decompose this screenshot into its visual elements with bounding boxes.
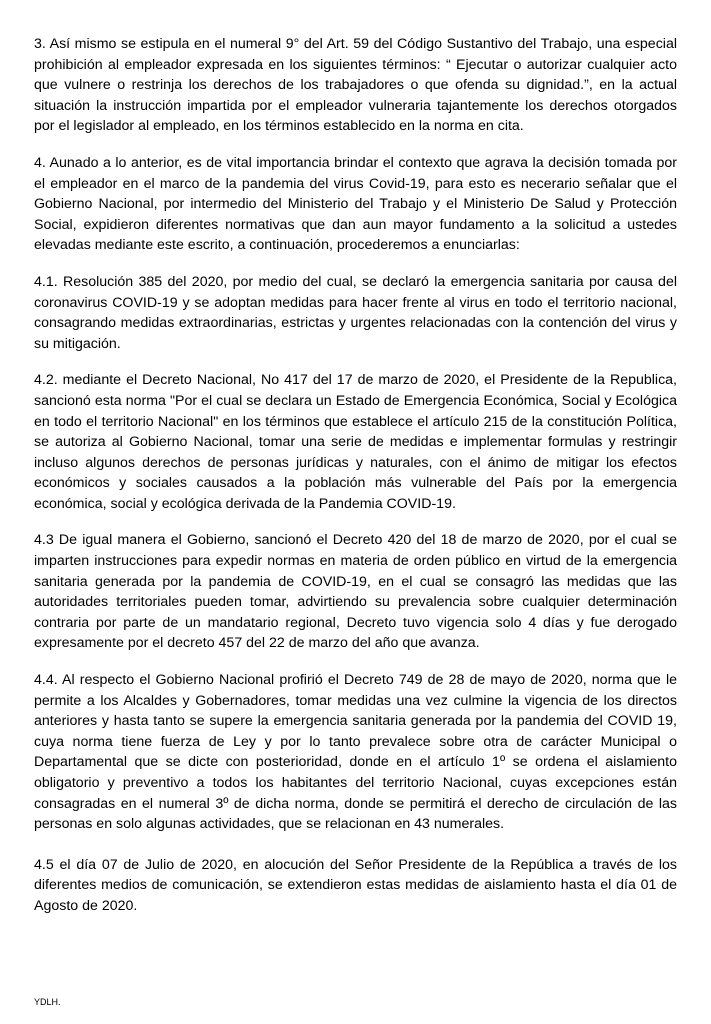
paragraph-4-2: 4.2. mediante el Decreto Nacional, No 417 del 17 de marzo de 2020, el Presidente de la Republica, sancionó esta norma "Por el cual se declara un Estado de Emergencia Económica, Social y Ecológica en todo el territorio Nacional" en los términos que establece el artículo 215 de la constitución Política, se autoriza al Gobierno Nacional, tomar una serie de medidas e implementar formulas y restringir incluso algunos derechos de personas jurídicas y naturales, con el ánimo de mitigar los efectos económicos y sociales causados a la población más vulnerable del País por la emergencia económica, social y ecológica derivada de la Pandemia COVID-19.: [34, 372, 677, 512]
paragraph-4-5: 4.5 el día 07 de Julio de 2020, en alocución del Señor Presidente de la República a través de los diferentes medios de comunicación, se extendieron estas medidas de aislamiento hasta el día 01 de Agosto de 2020.: [34, 856, 677, 914]
document-body: [34, 34, 677, 933]
footer-initials: YDLH.: [34, 997, 61, 1007]
paragraph-4-3: 4.3 De igual manera el Gobierno, sancionó el Decreto 420 del 18 de marzo de 2020, por el cual se imparten instrucciones para expedir normas en materia de orden público en virtud de la emergencia sanitaria generada por la pandemia de COVID-19, en el cual se consagró las medidas que las autoridades territoriales pueden tomar, advirtiendo su prevalencia sobre cualquier determinación contraria por parte de un mandatario regional, Decreto tuvo vigencia solo 4 días y fue derogado expresamente por el decreto 457 del 22 de marzo del año que avanza.: [34, 532, 677, 652]
paragraph-3: 3. Así mismo se estipula en el numeral 9° del Art. 59 del Código Sustantivo del Trabajo, una especial prohibición al empleador expresada en los siguientes términos: “ Ejecutar o autorizar cualquier acto que vulnere o restrinja los derechos de los trabajadores o que ofenda su dignidad.”, en la actual situación la instrucción impartida por el empleador vulneraria tajantemente los derechos otorgados por el legislador al empleado, en los términos establecido en la norma en cita.: [34, 36, 677, 135]
paragraph-4-4: 4.4. Al respecto el Gobierno Nacional profirió el Decreto 749 de 28 de mayo de 2020, norma que le permite a los Alcaldes y Gobernadores, tomar medidas una vez culmine la vigencia de los directos anteriores y hasta tanto se supere la emergencia sanitaria generada por la pandemia del COVID 19, cuya norma tiene fuerza de Ley y por lo tanto prevalece sobre otra de carácter Municipal o Departamental que se dicte con posterioridad, donde en el artículo 1º se ordena el aislamiento obligatorio y preventivo a todos los habitantes del territorio Nacional, cuyas excepciones están consagradas en el numeral 3º de dicha norma, donde se permitirá el derecho de circulación de las personas en solo algunas actividades, que se relacionan en 43 numerales.: [34, 672, 677, 833]
paragraph-4: 4. Aunado a lo anterior, es de vital importancia brindar el contexto que agrava la decisión tomada por el empleador en el marco de la pandemia del virus Covid-19, para esto es necerario señalar que el Gobierno Nacional, por intermedio del Ministerio del Trabajo y el Ministerio De Salud y Protección Social, expidieron diferentes normativas que dan aun mayor fundamento a la solicitud a ustedes elevadas mediante este escrito, a continuación, procederemos a enunciarlas:: [34, 154, 677, 254]
paragraph-4-1: 4.1. Resolución 385 del 2020, por medio del cual, se declaró la emergencia sanitaria por causa del coronavirus COVID-19 y se adoptan medidas para hacer frente al virus en todo el territorio nacional, consagrando medidas extraordinarias, estrictas y urgentes relacionadas con la contención del virus y su mitigación.: [34, 273, 677, 352]
